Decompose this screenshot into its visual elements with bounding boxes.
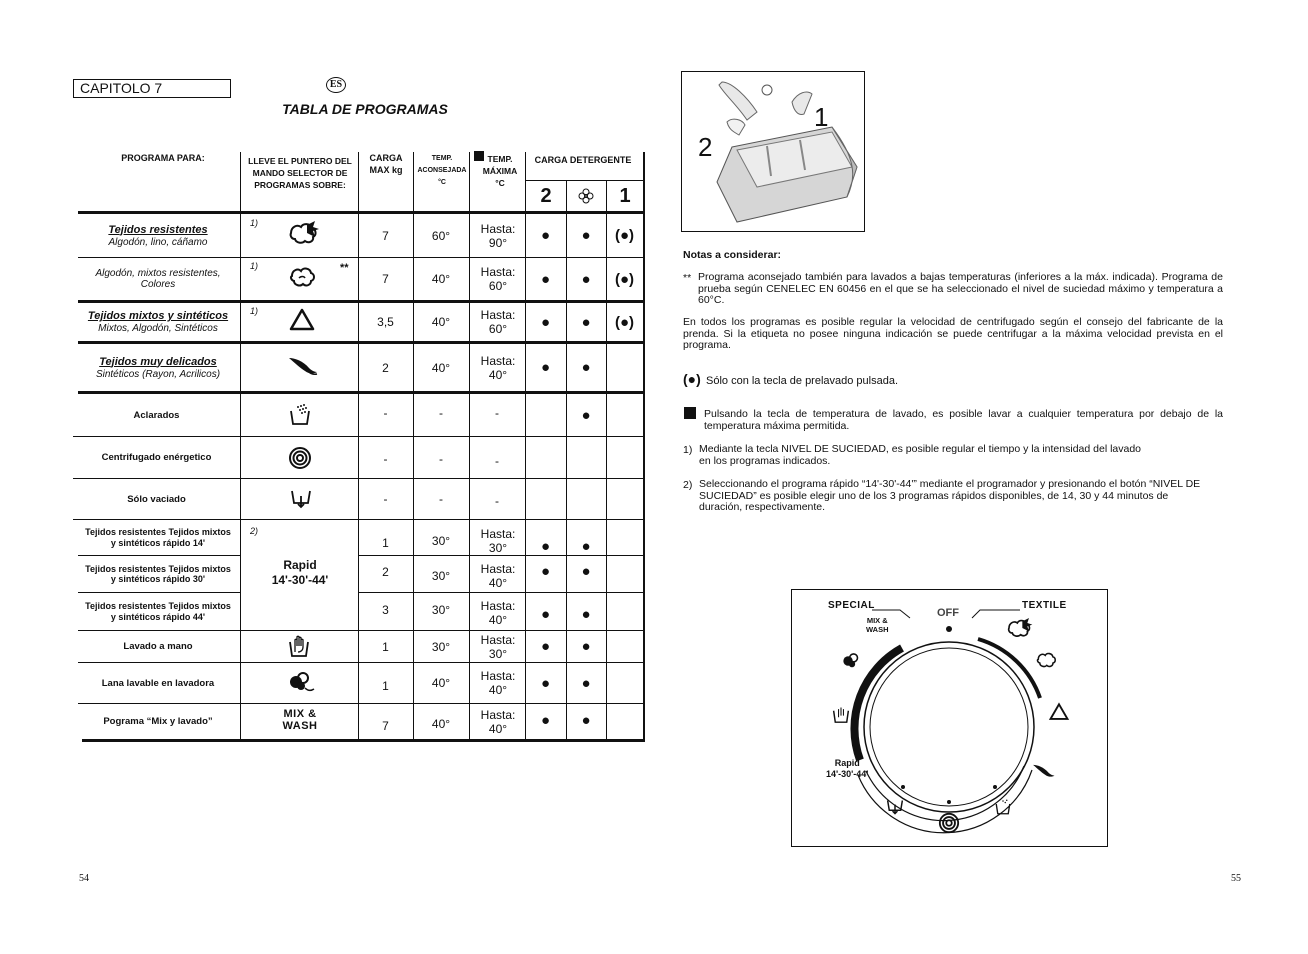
table-row: Tejidos resistentes Tejidos mixtos y sintéticos rápido 44' — [85, 601, 231, 622]
note-spin: En todos los programas es posible regular la velocidad de centrifugado según el consejo del fabricante de la prenda. Si la etiqueta no posee ninguna indicación se puede centrifugar a la máxima velocidad prevista en el programa. — [683, 316, 1223, 351]
row-d3: ● — [581, 562, 591, 580]
row-temp: 40° — [431, 272, 451, 286]
row-d3: ● — [581, 638, 591, 655]
table-row: Pograma “Mix y lavado” — [103, 716, 213, 727]
row-temp: 40° — [431, 716, 451, 731]
row-d2: ● — [540, 359, 551, 376]
rinse-icon — [994, 798, 1012, 816]
row-title: Tejidos mixtos y sintéticos — [87, 310, 229, 322]
table-row: Centrifugado enérgetico — [101, 452, 212, 463]
mix-wash-label-2: WASH — [282, 720, 318, 732]
note-2-mark: 2) — [683, 479, 693, 491]
detergent-drawer-illustration — [681, 71, 865, 232]
row-max: Hasta: 40° — [480, 707, 516, 736]
dial-rapid-2: 14'-30'-44' — [826, 769, 869, 779]
row-max: Hasta: 40° — [480, 599, 516, 627]
dial-mix-wash-label — [866, 616, 889, 634]
page-title: TABLA DE PROGRAMAS — [282, 101, 448, 117]
table-row — [82, 303, 234, 341]
table-row: Lana lavable en lavadora — [101, 677, 215, 689]
header-program: PROGRAMA PARA: — [121, 153, 205, 163]
dial-rapid-1: Rapid — [834, 758, 860, 768]
table-row — [82, 344, 234, 391]
row-load: 7 — [382, 228, 389, 243]
spin-spiral-icon — [938, 812, 960, 834]
cotton-flower-icon — [287, 264, 317, 295]
cotton-stain-icon — [1004, 616, 1034, 640]
row-d1: (●) — [614, 313, 635, 331]
row-temp: 30° — [431, 603, 451, 617]
row-temp: 40° — [431, 676, 451, 690]
row-subtitle: Mixtos, Algodón, Sintéticos — [98, 323, 218, 334]
table-row: Tejidos resistentes Tejidos mixtos y sintéticos rápido 30' — [85, 563, 231, 584]
row-d3: ● — [581, 406, 591, 424]
table-row — [82, 214, 234, 257]
language-badge: ES — [326, 77, 346, 93]
row-d3: ● — [581, 712, 591, 729]
rapid-label-2: 14'-30'-44' — [271, 573, 329, 587]
row-title: Tejidos resistentes — [108, 223, 208, 236]
header-selector: LLEVE EL PUNTERO DEL MANDO SELECTOR DE PROGRAMAS SOBRE: — [248, 156, 352, 190]
synthetic-triangle-icon — [288, 307, 316, 338]
rinse-icon — [288, 403, 312, 432]
dial-rapid-label — [826, 758, 868, 780]
wool-yarn-icon — [286, 668, 316, 701]
detergent-col-2: 2 — [540, 184, 552, 207]
row-d3: ● — [581, 270, 591, 288]
row-temp: 40° — [431, 360, 451, 375]
row-load: 1 — [382, 536, 389, 550]
footnote-mark: 2) — [250, 526, 259, 536]
row-d1: (●) — [614, 227, 635, 244]
header-temp-recommended: TEMP. ACONSEJADA °C — [417, 155, 467, 186]
row-d2: ● — [540, 227, 551, 244]
row-max: Hasta: 30° — [480, 632, 516, 661]
row-load: 3,5 — [377, 315, 394, 329]
row-max: Hasta: 40° — [480, 353, 516, 382]
row-max: Hasta: 90° — [480, 221, 516, 250]
row-max: Hasta: 60° — [480, 265, 516, 293]
delicate-feather-icon — [1030, 760, 1056, 782]
row-max: Hasta: 30° — [480, 527, 516, 555]
row-subtitle: Algodón, mixtos resistentes, Colores — [95, 268, 221, 290]
wool-yarn-icon — [840, 650, 864, 672]
table-row — [82, 258, 234, 300]
note-star: Programa aconsejado también para lavados a bajas temperaturas (inferiores a la máx. indicada). Programa de prueba según CENELEC EN 60456 en el que se ha seleccionado el nivel de suciedad máximo y temperatura a 60°C. — [698, 271, 1223, 306]
row-temp: 30° — [431, 639, 451, 654]
chapter-label: CAPITOLO 7 — [73, 79, 231, 98]
rapid-label-1: Rapid — [283, 558, 317, 572]
row-load: 2 — [382, 360, 389, 375]
row-temp: 60° — [431, 228, 451, 243]
row-subtitle: Algodón, lino, cáñamo — [108, 236, 208, 248]
temp-key-square-icon — [684, 407, 696, 419]
drawer-label-1: 1 — [814, 102, 829, 132]
row-load: 7 — [382, 272, 389, 286]
mix-wash-label-1: MIX & — [283, 708, 317, 720]
dial-off-label: OFF — [937, 607, 959, 619]
row-d2: ● — [540, 313, 551, 331]
footnote-mark: 1) — [250, 306, 259, 316]
row-temp: 30° — [431, 534, 451, 548]
row-d3: ● — [581, 227, 591, 244]
row-d1: (●) — [614, 270, 635, 288]
dial-special-label: SPECIAL — [828, 600, 875, 611]
row-d3: ● — [581, 605, 591, 623]
dial-mix-1: MIX & — [866, 616, 888, 625]
row-d2: ● — [540, 674, 551, 692]
star-mark: ** — [683, 272, 692, 284]
row-max: Hasta: 60° — [480, 308, 516, 336]
row-d2: ● — [540, 270, 551, 288]
row-temp: - — [439, 452, 443, 466]
notes-heading: Notas a considerar: — [683, 249, 782, 261]
row-temp: 30° — [431, 569, 451, 583]
header-temp-max: TEMP. MÁXIMA °C — [482, 154, 518, 188]
row-load: 7 — [382, 718, 389, 733]
page-number-left: 54 — [79, 873, 89, 884]
row-title: Tejidos muy delicados — [99, 355, 217, 368]
rapid-label — [245, 558, 355, 588]
detergent-col-1: 1 — [619, 184, 631, 207]
drain-icon — [886, 798, 904, 816]
table-row: Lavado a mano — [123, 641, 193, 652]
row-load: 1 — [382, 678, 389, 693]
row-d2: ● — [540, 537, 551, 555]
drain-icon — [290, 488, 312, 515]
cotton-stain-icon — [285, 219, 321, 252]
hand-wash-icon — [288, 634, 310, 663]
row-max: Hasta: 40° — [480, 669, 516, 697]
flower-icon — [566, 180, 606, 212]
row-load: - — [383, 492, 388, 506]
page-number-right: 55 — [1231, 873, 1241, 884]
row-subtitle: Sintéticos (Rayon, Acrilicos) — [95, 368, 221, 380]
prewash-mark: (●) — [683, 371, 701, 387]
double-star-mark: ** — [340, 262, 349, 274]
header-load: CARGA MAX kg — [369, 153, 403, 175]
program-dial-illustration — [791, 589, 1108, 847]
row-max: - — [495, 454, 499, 468]
note-1-mark: 1) — [683, 444, 693, 456]
row-load: 3 — [382, 603, 389, 617]
header-detergent: CARGA DETERGENTE — [534, 155, 632, 165]
row-max: Hasta: 40° — [480, 562, 516, 590]
row-d3: ● — [581, 674, 591, 692]
row-load: 2 — [382, 565, 389, 579]
row-d2: ● — [540, 712, 551, 729]
row-d3: ● — [581, 537, 591, 555]
row-d3: ● — [581, 313, 591, 331]
footnote-mark: 1) — [250, 261, 259, 271]
mix-wash-label — [270, 708, 330, 732]
hand-wash-icon — [832, 704, 850, 724]
row-load: - — [383, 406, 388, 420]
synthetic-triangle-icon — [1048, 702, 1070, 722]
note-1: Mediante la tecla NIVEL DE SUCIEDAD, es posible regular el tiempo y la intensidad del lavado en los programas indicados. — [699, 443, 1142, 467]
table-row: Tejidos resistentes Tejidos mixtos y sintéticos rápido 14' — [85, 527, 231, 548]
note-2: Seleccionando el programa rápido “14'-30'-44'” mediante el programador y presionando el botón “NIVEL DE SUCIEDAD” es posible elegir uno de los 3 programas rápidos disponibles, de 14, 30 y 44 minutos de duración, respectivamente. — [699, 478, 1201, 513]
drawer-label-2: 2 — [698, 132, 713, 162]
table-row: Sólo vaciado — [127, 493, 186, 505]
note-prewash: Sólo con la tecla de prelavado pulsada. — [706, 375, 899, 387]
row-d2: ● — [540, 562, 551, 580]
row-temp: - — [439, 406, 443, 420]
row-temp: - — [439, 492, 443, 506]
note-temp: Pulsando la tecla de temperatura de lavado, es posible lavar a cualquier temperatura por debajo de la temperatura máxima permitida. — [704, 408, 1223, 432]
row-max: - — [495, 494, 499, 508]
cotton-flower-icon — [1034, 650, 1058, 670]
row-d2: ● — [540, 638, 551, 655]
row-d3: ● — [581, 359, 591, 376]
delicate-feather-icon — [285, 352, 319, 385]
row-d2: ● — [540, 605, 551, 623]
table-row: Aclarados — [133, 409, 180, 421]
spin-spiral-icon — [288, 446, 312, 475]
row-load: - — [383, 452, 388, 466]
row-temp: 40° — [431, 315, 451, 329]
row-max: - — [495, 406, 499, 420]
dial-mix-2: WASH — [866, 625, 889, 634]
dial-textile-label: TEXTILE — [1022, 600, 1067, 611]
row-load: 1 — [382, 639, 389, 654]
footnote-mark: 1) — [250, 218, 259, 228]
